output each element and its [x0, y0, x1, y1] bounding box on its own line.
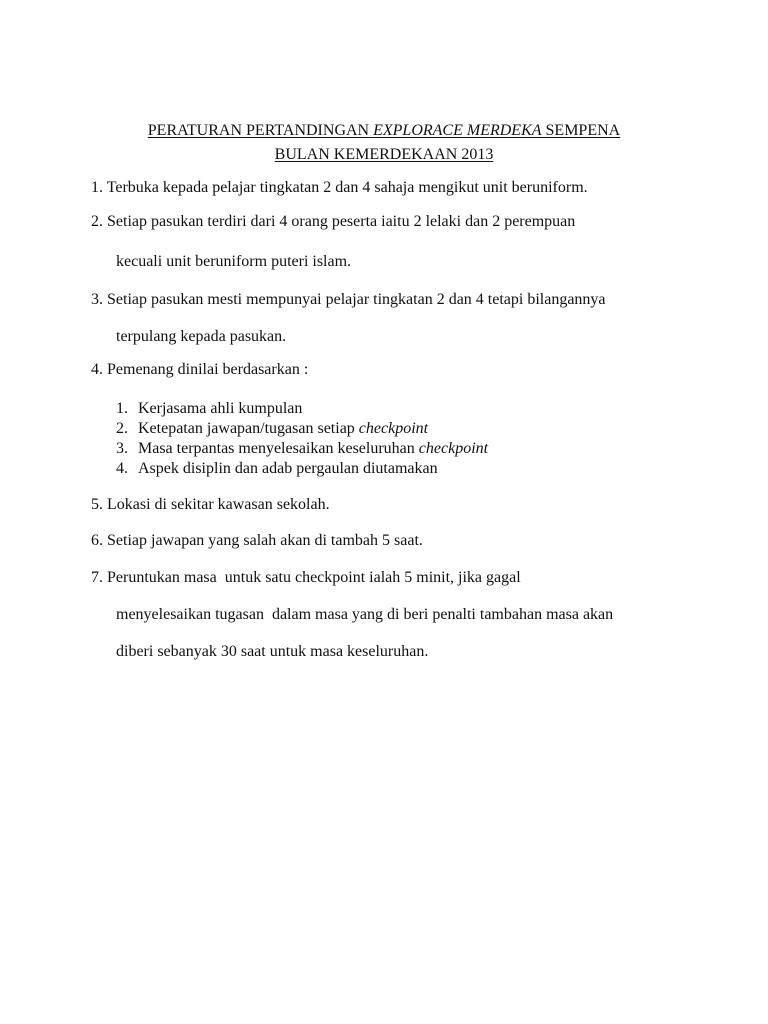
- criteria-text: Kerjasama ahli kumpulan: [138, 400, 303, 417]
- criteria-text: Aspek disiplin dan adab pergaulan diutamakan: [138, 460, 438, 477]
- rule-7: 7. Peruntukan masa untuk satu checkpoint ialah 5 minit, jika gagal: [91, 569, 521, 586]
- criteria-text: Masa terpantas menyelesaikan keseluruhan: [138, 440, 419, 457]
- title-line-2: BULAN KEMERDEKAAN 2013: [274, 146, 494, 163]
- criteria-item: [138, 439, 488, 459]
- rule-6: 6. Setiap jawapan yang salah akan di tambah 5 saat.: [91, 532, 423, 549]
- criteria-item: [138, 419, 428, 439]
- criteria-number: 2.: [116, 420, 128, 437]
- title-event-name: EXPLORACE MERDEKA: [373, 122, 542, 139]
- rule-2-continuation: kecuali unit beruniform puteri islam.: [116, 253, 352, 270]
- rule-7-continuation: menyelesaikan tugasan dalam masa yang di beri penalti tambahan masa akan: [116, 606, 614, 623]
- criteria-text: Ketepatan jawapan/tugasan setiap: [138, 420, 359, 437]
- title-text-pre: PERATURAN PERTANDINGAN: [147, 122, 374, 139]
- rule-7-continuation: diberi sebanyak 30 saat untuk masa keseluruhan.: [116, 643, 429, 660]
- criteria-number: 4.: [116, 460, 128, 477]
- criteria-item: [138, 399, 302, 419]
- rule-3-continuation: terpulang kepada pasukan.: [116, 328, 287, 345]
- rule-4: 4. Pemenang dinilai berdasarkan :: [91, 361, 309, 378]
- criteria-italic-text: checkpoint: [358, 420, 429, 437]
- criteria-number: 1.: [116, 400, 128, 417]
- rule-5: 5. Lokasi di sekitar kawasan sekolah.: [91, 496, 330, 513]
- rule-1: 1. Terbuka kepada pelajar tingkatan 2 dan 4 sahaja mengikut unit beruniform.: [91, 179, 588, 196]
- criteria-italic-text: checkpoint: [418, 440, 489, 457]
- criteria-number: 3.: [116, 440, 128, 457]
- rule-2: 2. Setiap pasukan terdiri dari 4 orang peserta iaitu 2 lelaki dan 2 perempuan: [91, 213, 576, 230]
- rule-3: 3. Setiap pasukan mesti mempunyai pelajar tingkatan 2 dan 4 tetapi bilangannya: [91, 291, 606, 308]
- title-text-post: SEMPENA: [541, 122, 621, 139]
- criteria-item: [138, 459, 438, 479]
- title-line-1: [0, 121, 768, 141]
